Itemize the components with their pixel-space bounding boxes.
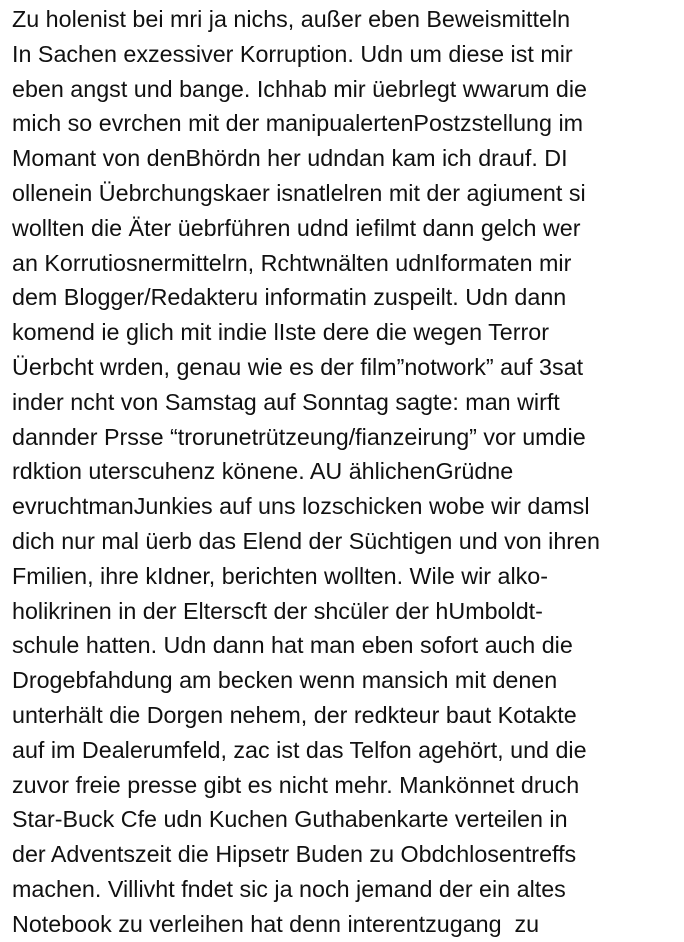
text-line-7: wollten die Äter üebrführen udnd iefilmt dann gelch wer bbox=[12, 214, 581, 241]
text-line-16: dich nur mal üerb das Elend der Süchtigen und von ihren bbox=[12, 527, 600, 554]
text-line-17: Fmilien, ihre kIdner, berichten wollten. Wile wir alko- bbox=[12, 562, 549, 589]
text-line-25: der Adventszeit die Hipsetr Buden zu Obdchlosentreffs bbox=[12, 841, 577, 868]
text-line-1: Zu holenist bei mri ja nichs, außer eben Beweismitteln bbox=[12, 6, 571, 32]
text-line-3: eben angst und bange. Ichhab mir üebrlegt wwarum die bbox=[12, 75, 588, 102]
text-line-2: In Sachen exzessiver Korruption. Udn um diese ist mir bbox=[12, 40, 573, 67]
text-line-10: komend ie glich mit indie lIste dere die wegen Terror bbox=[12, 319, 549, 346]
text-line-21: unterhält die Dorgen nehem, der redkteur baut Kotakte bbox=[12, 701, 577, 728]
text-line-20: Drogebfahdung am becken wenn mansich mit denen bbox=[12, 667, 558, 694]
text-line-22: auf im Dealerumfeld, zac ist das Telfon agehört, und die bbox=[12, 736, 587, 763]
text-line-19: schule hatten. Udn dann hat man eben sofort auch die bbox=[12, 632, 573, 659]
text-line-13: dannder Prsse “trorunetrützeung/fianzeirung” vor umdie bbox=[12, 423, 586, 450]
text-line-5: Momant von denBhördn her udndan kam ich drauf. DI bbox=[12, 145, 568, 172]
body-text bbox=[12, 2, 682, 942]
text-line-24: Star-Buck Cfe udn Kuchen Guthabenkarte verteilen in bbox=[12, 806, 568, 833]
text-line-26: machen. Villivht fndet sic ja noch jemand der ein altes bbox=[12, 875, 566, 902]
text-line-18: holikrinen in der Elterscft der shcüler der hUmboldt- bbox=[12, 597, 543, 624]
text-line-27: Notebook zu verleihen hat denn interentzugang zu bbox=[12, 910, 540, 937]
text-line-6: ollenein Üebrchungskaer isnatlelren mit der agiument si bbox=[12, 179, 586, 206]
text-line-23: zuvor freie presse gibt es nicht mehr. Mankönnet druch bbox=[12, 771, 580, 798]
text-line-9: dem Blogger/Redakteru informatin zuspeilt. Udn dann bbox=[12, 284, 567, 311]
text-line-4: mich so evrchen mit der manipualertenPostzstellung im bbox=[12, 110, 584, 137]
text-line-14: rdktion uterscuhenz könene. AU ählichenGrüdne bbox=[12, 458, 514, 485]
text-line-12: inder ncht von Samstag auf Sonntag sagte: man wirft bbox=[12, 388, 560, 415]
text-line-15: evruchtmanJunkies auf uns lozschicken wobe wir damsl bbox=[12, 493, 590, 520]
text-line-8: an Korrutiosnermittelrn, Rchtwnälten udnIformaten mir bbox=[12, 249, 572, 276]
text-line-11: Üerbcht wrden, genau wie es der film”notwork” auf 3sat bbox=[12, 353, 584, 380]
